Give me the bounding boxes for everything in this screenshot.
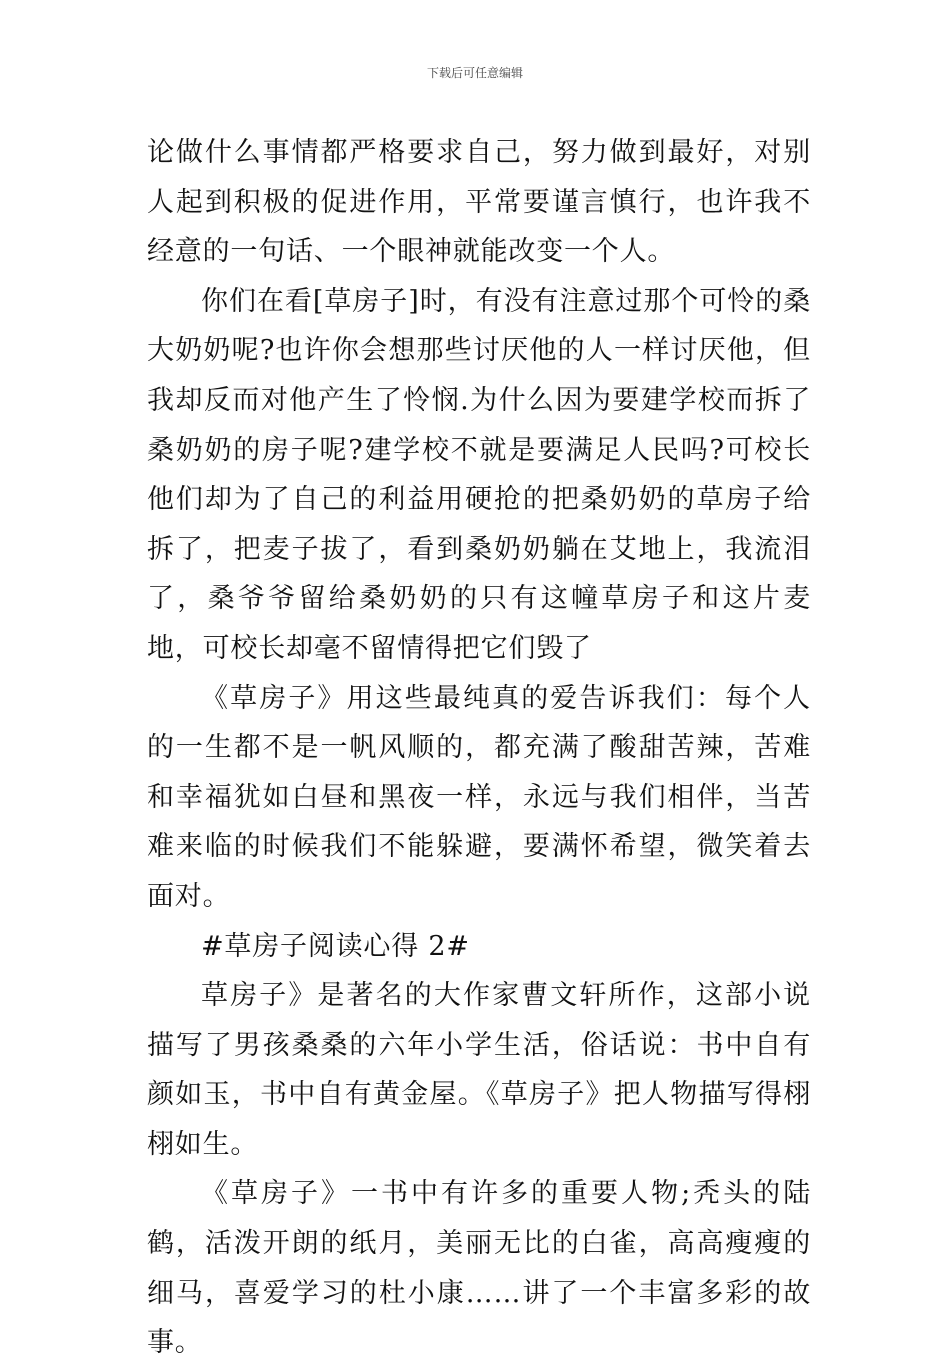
paragraph-characters: 《草房子》一书中有许多的重要人物;秃头的陆鹤，活泼开朗的纸月，美丽无比的白雀，高高瘦瘦的细马，喜爱学习的杜小康……讲了一个丰富多彩的故事。 — [147, 1178, 811, 1359]
section-heading: #草房子阅读心得 2# — [201, 930, 470, 962]
page-header: 下载后可任意编辑 — [426, 66, 523, 80]
paragraph-book-intro: 草房子》是著名的大作家曹文轩所作，这部小说描写了男孩桑桑的六年小学生活，俗话说：书中自有颜如玉，书中自有黄金屋。《草房子》把人物描写得栩栩如生。 — [147, 980, 811, 1160]
paragraph-continuation: 论做什么事情都严格要求自己，努力做到最好，对别人起到积极的促进作用，平常要谨言慎行，也许我不经意的一句话、一个眼神就能改变一个人。 — [147, 137, 811, 268]
paragraph-sang-grandma: 你们在看[草房子]时，有没有注意过那个可怜的桑大奶奶呢?也许你会想那些讨厌他的人一样讨厌他，但我却反而对他产生了怜悯.为什么因为要建学校而拆了桑奶奶的房子呢?建学校不就是要满足人民吗?可校长他们却为了自己的利益用硬抢的把桑奶奶的草房子给拆了，把麦子拔了，看到桑奶奶躺在艾地上，我流泪了，桑爷爷留给桑奶奶的只有这幢草房子和这片麦地，可校长却毫不留情得把它们毁了 — [147, 285, 811, 664]
document-body — [147, 128, 811, 1368]
paragraph-life-lesson: 《草房子》用这些最纯真的爱告诉我们：每个人的一生都不是一帆风顺的，都充满了酸甜苦辣，苦难和幸福犹如白昼和黑夜一样，永远与我们相伴，当苦难来临的时候我们不能躲避，要满怀希望，微笑着去面对。 — [147, 682, 811, 912]
